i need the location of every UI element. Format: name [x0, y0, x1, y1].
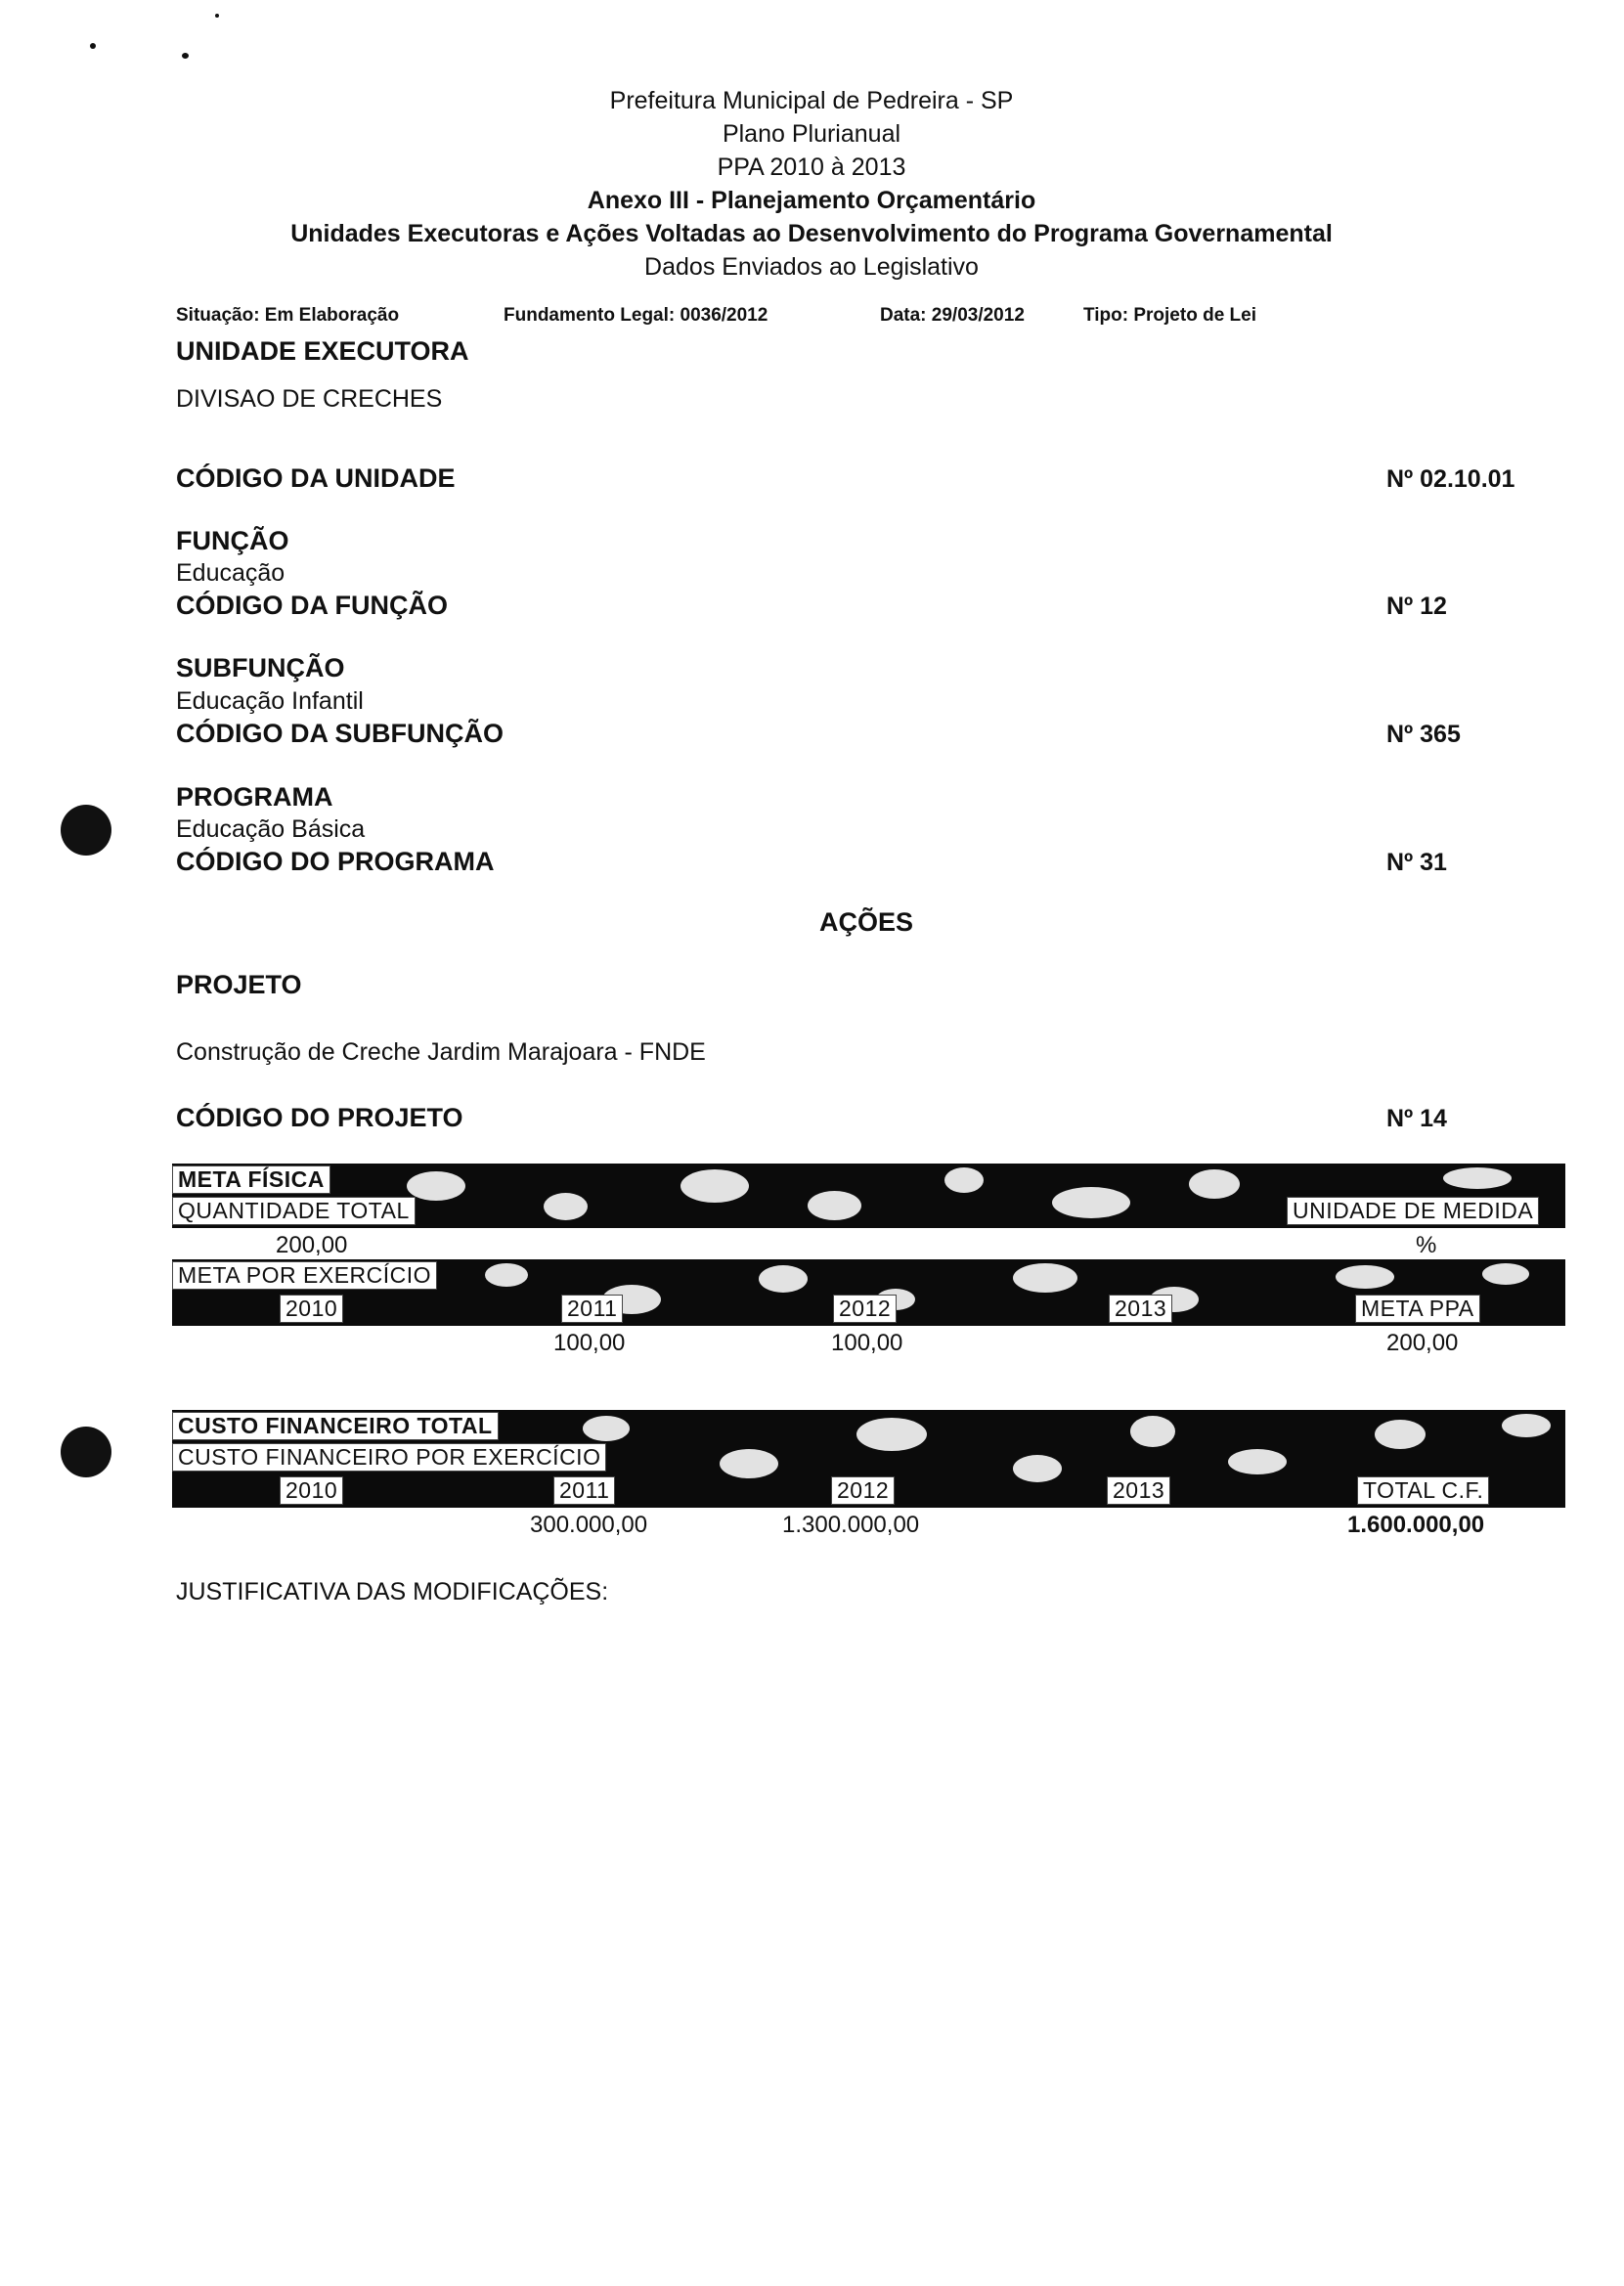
fundamento-legal: Fundamento Legal: 0036/2012 [504, 305, 768, 326]
scan-speck [215, 14, 219, 18]
codigo-projeto-label: CÓDIGO DO PROJETO [176, 1103, 463, 1132]
scan-speck [90, 43, 96, 49]
tipo: Tipo: Projeto de Lei [1083, 305, 1256, 326]
scan-speck [182, 53, 189, 59]
custo-year-2012: 2012 [831, 1476, 895, 1505]
unidade-medida-label: UNIDADE DE MEDIDA [1287, 1197, 1539, 1225]
codigo-subfuncao-value: Nº 365 [1386, 721, 1461, 748]
funcao-value: Educação [176, 559, 285, 587]
header-line-2: Plano Plurianual [722, 120, 901, 148]
codigo-funcao-label: CÓDIGO DA FUNÇÃO [176, 591, 448, 620]
programa-label: PROGRAMA [176, 782, 333, 812]
justificativa-label: JUSTIFICATIVA DAS MODIFICAÇÕES: [176, 1578, 609, 1605]
meta-year-2010: 2010 [280, 1295, 343, 1323]
header-line-5: Unidades Executoras e Ações Voltadas ao Desenvolvimento do Programa Governamental [290, 220, 1333, 247]
meta-ppa-label: META PPA [1355, 1295, 1480, 1323]
codigo-unidade-label: CÓDIGO DA UNIDADE [176, 463, 456, 493]
codigo-subfuncao-label: CÓDIGO DA SUBFUNÇÃO [176, 719, 504, 748]
header-line-4: Anexo III - Planejamento Orçamentário [587, 187, 1036, 214]
acoes-title: AÇÕES [819, 907, 914, 937]
meta-value-2012: 100,00 [831, 1330, 903, 1356]
meta-value-2011: 100,00 [553, 1330, 626, 1356]
custo-year-2013: 2013 [1107, 1476, 1170, 1505]
unidade-medida-value: % [1416, 1232, 1437, 1258]
header-line-3: PPA 2010 à 2013 [717, 154, 906, 181]
custo-value-2012: 1.300.000,00 [782, 1512, 920, 1538]
header-line-6: Dados Enviados ao Legislativo [644, 253, 979, 281]
codigo-programa-label: CÓDIGO DO PROGRAMA [176, 847, 495, 876]
projeto-value: Construção de Creche Jardim Marajoara - FNDE [176, 1038, 706, 1066]
punch-hole [61, 1427, 111, 1477]
meta-exercicio-band [172, 1259, 1565, 1326]
quantidade-total-value: 200,00 [276, 1232, 348, 1258]
custo-financeiro-band [172, 1410, 1565, 1508]
codigo-unidade-value: Nº 02.10.01 [1386, 465, 1515, 493]
data: Data: 29/03/2012 [880, 305, 1025, 326]
meta-year-2013: 2013 [1109, 1295, 1172, 1323]
meta-year-2011: 2011 [561, 1295, 623, 1323]
meta-ppa-value: 200,00 [1386, 1330, 1459, 1356]
punch-hole [61, 805, 111, 856]
funcao-label: FUNÇÃO [176, 526, 289, 555]
unidade-executora-value: DIVISAO DE CRECHES [176, 385, 443, 413]
subfuncao-value: Educação Infantil [176, 687, 364, 715]
programa-value: Educação Básica [176, 815, 366, 843]
codigo-projeto-value: Nº 14 [1386, 1105, 1447, 1132]
custo-exercicio-label: CUSTO FINANCEIRO POR EXERCÍCIO [172, 1443, 606, 1472]
meta-exercicio-label: META POR EXERCÍCIO [172, 1261, 437, 1290]
meta-fisica-title: META FÍSICA [172, 1165, 330, 1194]
projeto-label: PROJETO [176, 970, 302, 999]
document-header [176, 84, 1447, 284]
unidade-executora-label: UNIDADE EXECUTORA [176, 336, 469, 366]
meta-year-2012: 2012 [833, 1295, 897, 1323]
header-line-1: Prefeitura Municipal de Pedreira - SP [609, 87, 1014, 114]
custo-year-2010: 2010 [280, 1476, 343, 1505]
custo-total-label: TOTAL C.F. [1357, 1476, 1489, 1505]
custo-value-2011: 300.000,00 [530, 1512, 648, 1538]
codigo-funcao-value: Nº 12 [1386, 593, 1447, 620]
custo-total-value: 1.600.000,00 [1347, 1512, 1485, 1538]
meta-fisica-band [172, 1164, 1565, 1228]
subfuncao-label: SUBFUNÇÃO [176, 653, 345, 682]
custo-total-title: CUSTO FINANCEIRO TOTAL [172, 1412, 499, 1440]
custo-year-2011: 2011 [553, 1476, 615, 1505]
codigo-programa-value: Nº 31 [1386, 849, 1447, 876]
situacao: Situação: Em Elaboração [176, 305, 400, 326]
quantidade-total-label: QUANTIDADE TOTAL [172, 1197, 416, 1225]
